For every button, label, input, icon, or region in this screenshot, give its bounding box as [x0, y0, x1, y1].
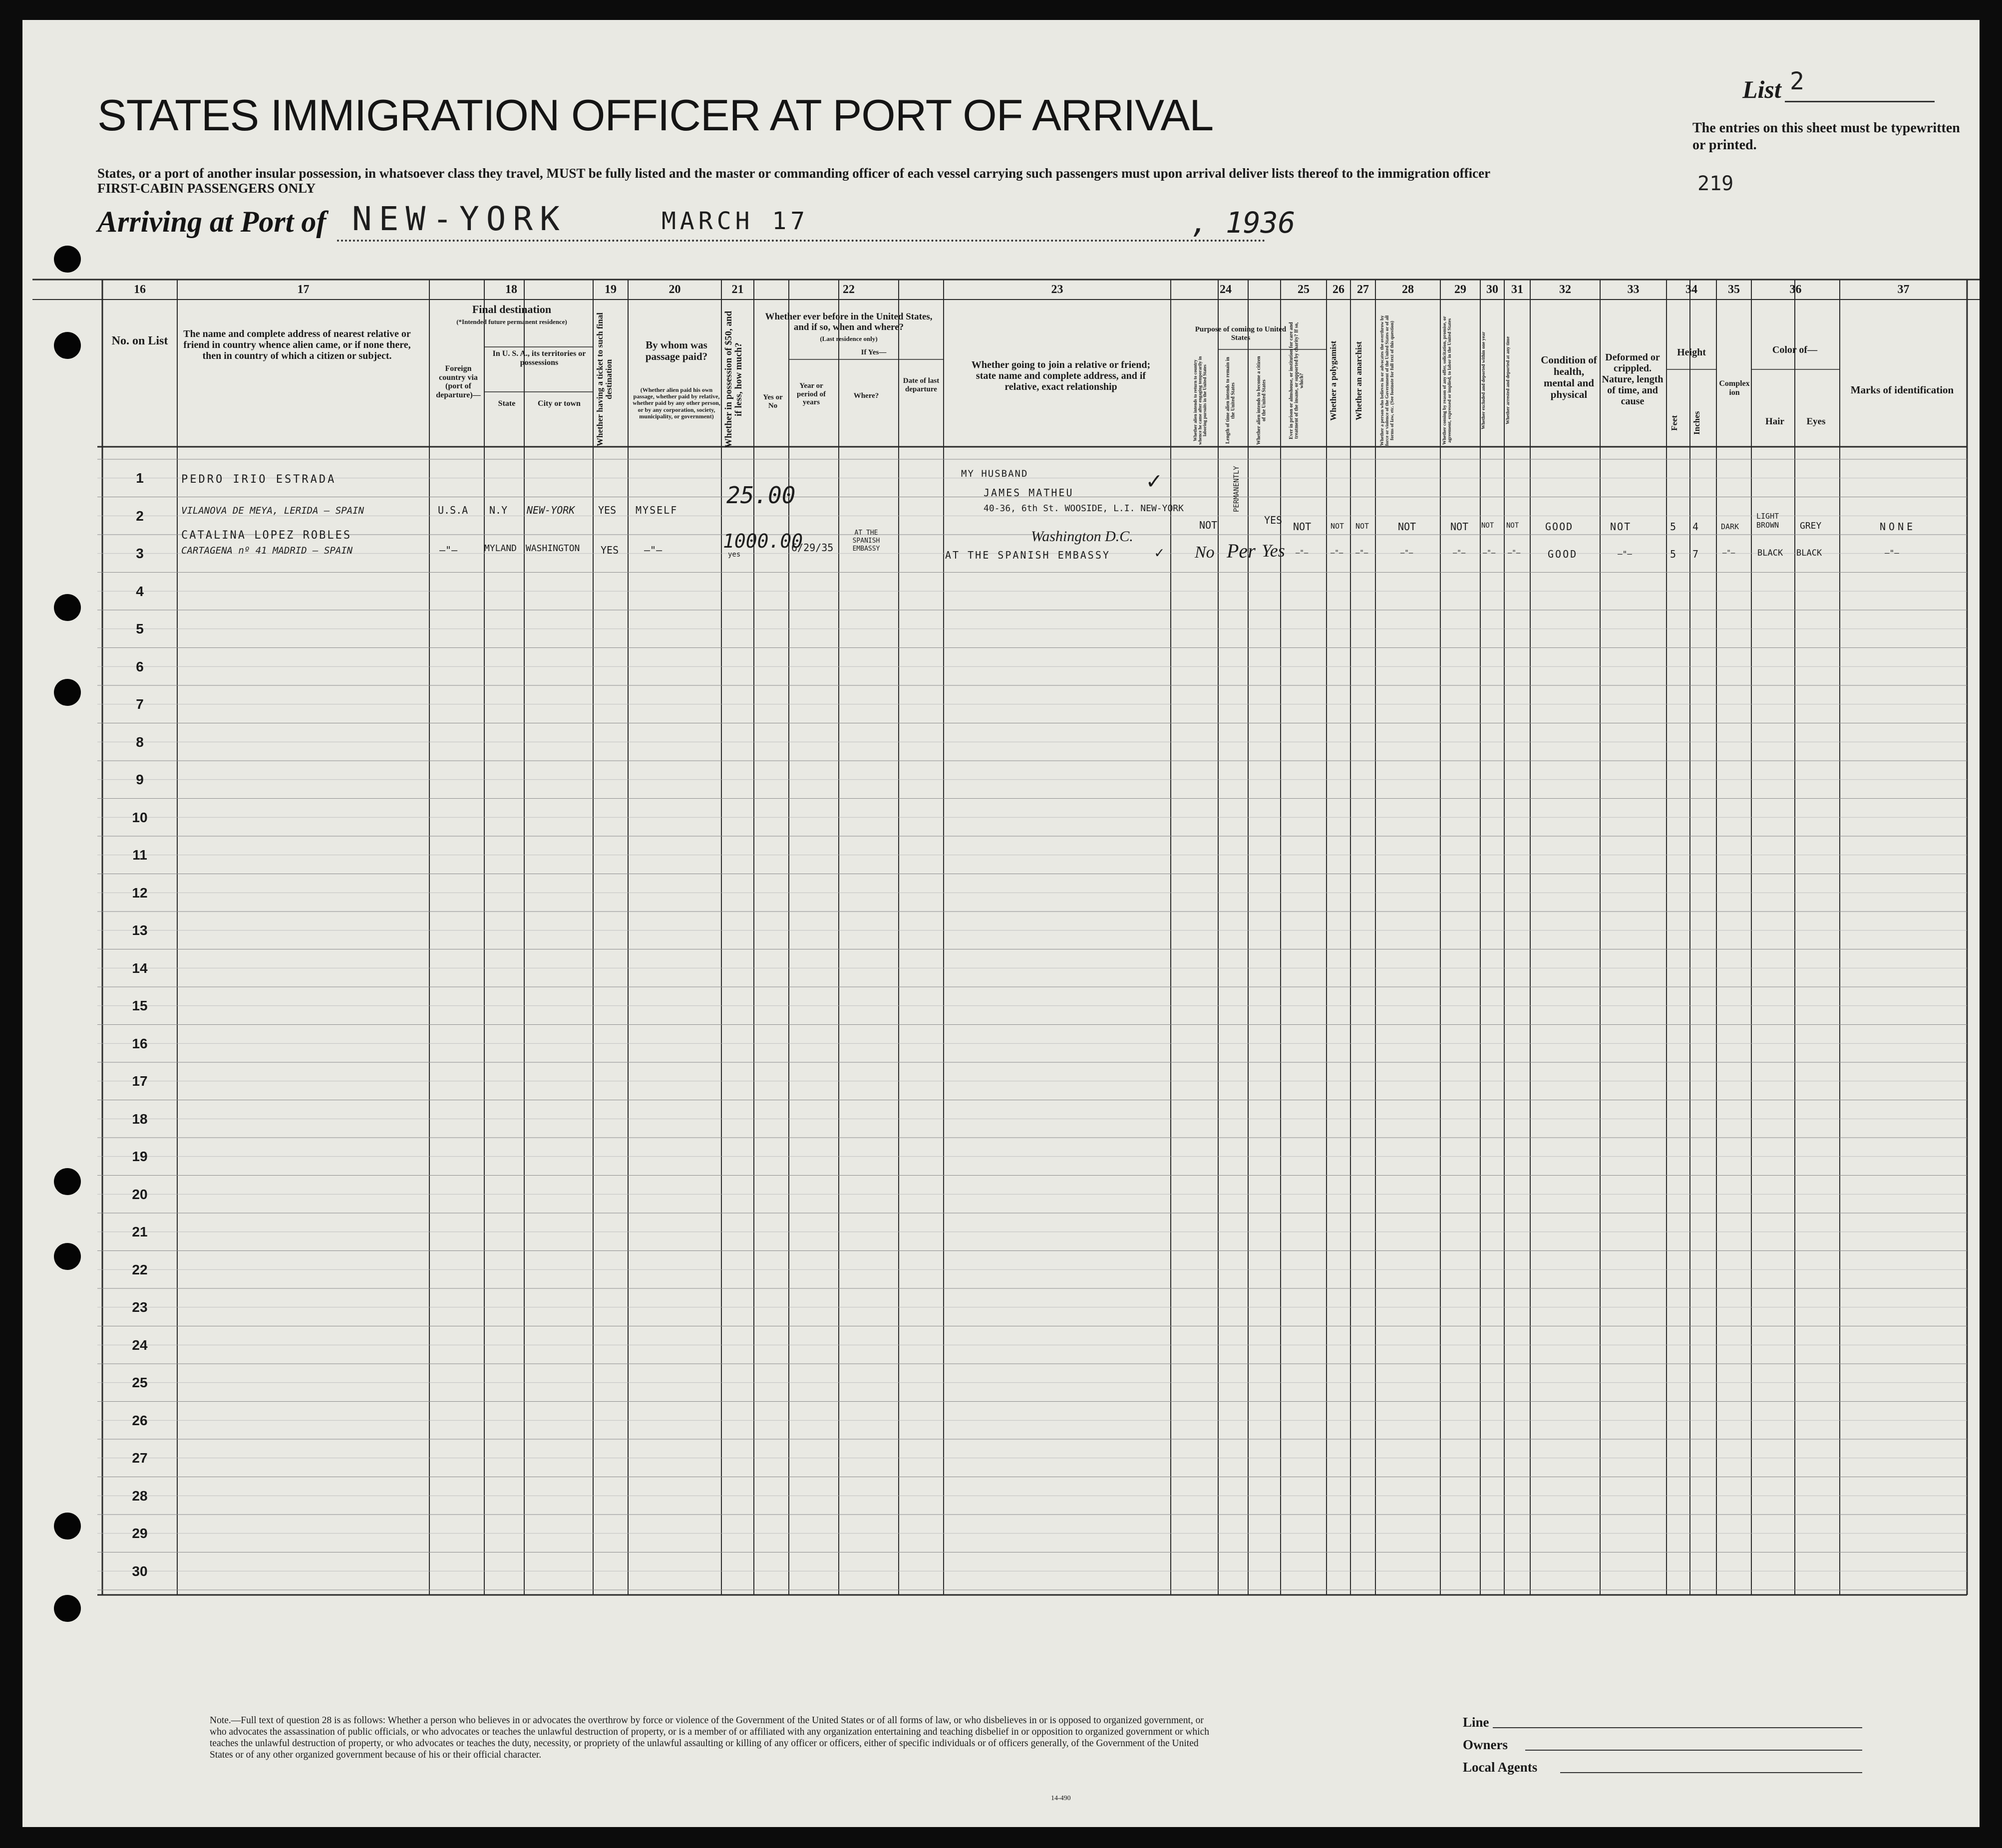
- column-number-32: 32: [1559, 283, 1571, 296]
- port-value: NEW-YORK: [352, 200, 567, 238]
- p1-checkmark: ✓: [1147, 467, 1161, 495]
- p2-relative-address: CARTAGENA nº 41 MADRID — SPAIN: [181, 545, 353, 556]
- header-year-period: Year or period of years: [797, 382, 826, 406]
- p1-complexion: DARK: [1721, 522, 1739, 531]
- p1-deformed: NOT: [1610, 521, 1632, 533]
- p2-eyes: BLACK: [1796, 548, 1822, 558]
- header-final-destination-sub: (*Intended future permanent residence): [456, 318, 567, 325]
- column-number-24: 24: [1220, 283, 1232, 296]
- header-paid-by: By whom was passage paid?: [645, 339, 708, 363]
- p1-ticket: YES: [598, 504, 617, 516]
- p2-money-note: yes: [728, 551, 741, 559]
- p2-marks: —"—: [1885, 548, 1899, 558]
- p2-prison: —"—: [1296, 549, 1309, 557]
- header-ticket: Whether having a ticket to such final destination: [595, 312, 614, 446]
- p1-relative-address: VILANOVA DE MEYA, LERIDA — SPAIN: [181, 505, 364, 516]
- row-number-8: 8: [136, 734, 144, 750]
- column-number-37: 37: [1897, 283, 1910, 296]
- p2-become-citizen: Yes: [1262, 541, 1285, 561]
- p1-foreign-via: U.S.A: [438, 504, 468, 516]
- p2-city: WASHINGTON: [526, 543, 580, 554]
- binder-hole: [54, 594, 81, 621]
- header-last-departure: Date of last departure: [903, 377, 940, 393]
- local-agents-label: Local Agents: [1463, 1760, 1538, 1775]
- header-where: Where?: [853, 392, 879, 400]
- row-number-2: 2: [136, 508, 144, 524]
- row-number-14: 14: [132, 960, 148, 976]
- row-number-27: 27: [132, 1450, 148, 1466]
- p2-year-period: 6/29/35: [791, 542, 834, 554]
- p2-anarchist: —"—: [1355, 549, 1368, 557]
- p1-state: N.Y: [489, 504, 508, 516]
- p2-inches: 7: [1692, 548, 1699, 560]
- p1-polygamist: NOT: [1331, 522, 1344, 531]
- row-number-1: 1: [136, 470, 144, 486]
- column-number-34: 34: [1685, 283, 1697, 296]
- header-yes-no: Yes or No: [763, 393, 783, 410]
- p1-health: GOOD: [1545, 521, 1574, 533]
- p2-hair: BLACK: [1757, 548, 1783, 558]
- column-number-23: 23: [1051, 283, 1063, 296]
- binder-hole: [54, 332, 81, 359]
- p1-joining-1: MY HUSBAND: [961, 468, 1028, 479]
- row-number-19: 19: [132, 1149, 148, 1164]
- p2-where: AT THE SPANISH EMBASSY: [852, 529, 880, 553]
- p1-joining-3: 40-36, 6th St. WOOSIDE, L.I. NEW-YORK: [984, 503, 1184, 514]
- p2-paid-by: —"—: [644, 544, 663, 556]
- row-number-18: 18: [132, 1111, 148, 1127]
- row-number-20: 20: [132, 1186, 148, 1202]
- p2-feet: 5: [1670, 548, 1676, 560]
- row-number-21: 21: [132, 1224, 148, 1239]
- header-no-on-list: No. on List: [111, 334, 168, 347]
- row-number-25: 25: [132, 1375, 148, 1390]
- p2-intends-return: No: [1195, 543, 1215, 562]
- footnote-question-28: Note.—Full text of question 28 is as follows: Whether a person who believes in or advocates the overthrow by force or violence of the Government of the United States or of all forms of law, or who disbelieves in or is opposed to organized government, or who advocates the assassination of public officials, or who advocates or teaches the unlawful destruction of property, or is a member of or affiliated with any organization entertaining and teaching disbelief in or opposition to organized government or which teaches the unlawful destruction of property, or who advocates or teaches the duty, necessity, or propriety of the unlawful assaulting or killing of any officer or officers, either of specific individuals or of officers generally, of the Government of the United States or of any other organized government because of his or their official character.: [210, 1715, 1209, 1760]
- p1-city: NEW-YORK: [527, 504, 575, 516]
- p1-prison: NOT: [1293, 521, 1312, 533]
- header-anarchist: Whether an anarchist: [1354, 341, 1363, 420]
- manifest-sheet: [22, 20, 1980, 1827]
- row-number-23: 23: [132, 1299, 148, 1315]
- p1-offer: NOT: [1450, 521, 1469, 533]
- header-excluded: Whether excluded and deported within one year: [1481, 331, 1486, 430]
- p1-anarchist: NOT: [1355, 522, 1369, 531]
- header-offer: Whether coming by reason of any offer, solicitation, promise, or agreement, expressed or implied, to labor in the United States: [1442, 316, 1452, 445]
- header-feet: Feet: [1669, 415, 1679, 431]
- header-paid-by-sub: (Whether alien paid his own passage, whether paid by relative, whether paid by any other person, or by any corporation, society, municipality, or government): [633, 386, 720, 420]
- column-number-26: 26: [1333, 283, 1344, 296]
- p1-feet: 5: [1670, 521, 1676, 533]
- header-in-usa: In U. S. A., its territories or possessions: [492, 349, 586, 367]
- p2-polygamist: —"—: [1331, 549, 1343, 557]
- header-instructions: States, or a port of another insular possession, in whatsoever class they travel, MUST be fully listed and the master or commanding officer of each vessel carrying such passengers must upon arrival deliver lists thereof to the immigration officer: [97, 166, 1491, 181]
- header-money: Whether in possession of $50, and if less, how much?: [723, 310, 744, 448]
- p2-length-stay: Per: [1227, 540, 1256, 562]
- list-number: 2: [1790, 67, 1804, 95]
- row-number-15: 15: [132, 998, 148, 1013]
- column-number-30: 30: [1486, 283, 1498, 296]
- header-inches: Inches: [1692, 411, 1701, 435]
- arrival-year: , 1936: [1191, 206, 1296, 240]
- column-number-19: 19: [605, 283, 617, 296]
- p2-joining-1: Washington D.C.: [1031, 528, 1133, 545]
- p1-marks: NONE: [1880, 521, 1916, 533]
- row-number-7: 7: [136, 696, 144, 712]
- p2-relative-name: CATALINA LOPEZ ROBLES: [181, 529, 352, 542]
- header-height: Height: [1677, 347, 1706, 358]
- header-final-destination: Final destination: [472, 303, 552, 315]
- row-number-17: 17: [132, 1073, 148, 1089]
- header-relative: The name and complete address of nearest relative or friend in country whence alien came, or if none there, then in country of which a citizen or subject.: [183, 328, 411, 361]
- owners-label: Owners: [1463, 1737, 1508, 1752]
- header-class-note: FIRST-CABIN PASSENGERS ONLY: [97, 181, 316, 196]
- p1-arrested: NOT: [1506, 522, 1519, 530]
- p2-offer: —"—: [1453, 549, 1466, 557]
- form-number: 14-490: [1051, 1795, 1071, 1802]
- header-hair: Hair: [1765, 416, 1784, 427]
- row-number-26: 26: [132, 1412, 148, 1428]
- p2-deformed: —"—: [1618, 549, 1632, 559]
- p2-health: GOOD: [1548, 548, 1578, 560]
- p1-hair: LIGHT BROWN: [1756, 512, 1779, 530]
- entries-note: The entries on this sheet must be typewritten or printed.: [1692, 120, 1960, 153]
- page-title: STATES IMMIGRATION OFFICER AT PORT OF ARRIVAL: [97, 90, 1214, 140]
- p1-inches: 4: [1692, 521, 1699, 533]
- p1-intends-return: NOT: [1199, 519, 1218, 531]
- column-number-33: 33: [1627, 283, 1640, 296]
- header-if-yes: If Yes—: [861, 348, 887, 356]
- p2-arrested: —"—: [1508, 549, 1521, 557]
- header-advocates: Whether a person who believes in or advocates the overthrow by force or violence of the Government of the United States or of all forms of law, etc. (See footnote for full text of this question): [1380, 315, 1395, 446]
- column-number-18: 18: [505, 283, 517, 296]
- stamp-number: 219: [1697, 172, 1734, 195]
- header-purpose: Purpose of coming to United States: [1195, 325, 1287, 342]
- line-label: Line: [1463, 1715, 1489, 1730]
- column-number-16: 16: [134, 283, 146, 296]
- row-number-29: 29: [132, 1526, 148, 1541]
- header-ever-before-sub: (Last residence only): [820, 335, 878, 342]
- arriving-label: Arriving at Port of: [97, 205, 327, 238]
- p1-joining-2: JAMES MATHEU: [984, 487, 1074, 499]
- binder-hole: [54, 1513, 81, 1540]
- header-foreign-via: Foreign country via (port of departure)—: [436, 364, 481, 399]
- local-agents-field: [1560, 1772, 1862, 1773]
- p2-foreign-via: —"—: [439, 544, 458, 556]
- header-arrested: Whether arrested and deported at any time: [1506, 336, 1511, 425]
- p2-checkmark: ✓: [1155, 544, 1164, 562]
- p2-advocates: —"—: [1400, 549, 1413, 557]
- header-marks: Marks of identification: [1850, 384, 1954, 396]
- header-complexion: Complexion: [1719, 379, 1750, 397]
- row-number-11: 11: [132, 847, 147, 863]
- column-number-29: 29: [1454, 283, 1466, 296]
- row-number-30: 30: [132, 1563, 148, 1579]
- p2-money: 1000.00: [723, 530, 803, 552]
- column-number-17: 17: [297, 283, 310, 296]
- p1-relative-name: PEDRO IRIO ESTRADA: [181, 473, 336, 486]
- p1-paid-by: MYSELF: [636, 504, 678, 516]
- header-polygamist: Whether a polygamist: [1329, 340, 1338, 421]
- row-number-3: 3: [136, 546, 144, 561]
- row-number-22: 22: [132, 1261, 148, 1277]
- p1-become-citizen: YES: [1264, 514, 1283, 526]
- row-number-28: 28: [132, 1488, 148, 1504]
- p2-joining-2: AT THE SPANISH EMBASSY: [945, 549, 1110, 561]
- column-number-22: 22: [843, 283, 855, 296]
- column-number-20: 20: [668, 283, 681, 296]
- row-number-4: 4: [136, 583, 144, 599]
- p2-state: MYLAND: [484, 543, 517, 554]
- header-joining: Whether going to join a relative or friend; state name and complete address, and if relative, exact relationship: [971, 359, 1151, 392]
- arrival-date: MARCH 17: [662, 207, 809, 235]
- header-eyes: Eyes: [1806, 416, 1826, 427]
- p1-advocates: NOT: [1398, 521, 1416, 533]
- header-length-stay: Length of time alien intends to remain in the United States: [1225, 357, 1236, 444]
- row-number-5: 5: [136, 621, 144, 636]
- binder-hole: [54, 1168, 81, 1195]
- row-number-24: 24: [132, 1337, 148, 1353]
- column-number-27: 27: [1357, 283, 1369, 296]
- row-number-12: 12: [132, 885, 148, 901]
- p1-excluded: NOT: [1481, 522, 1494, 530]
- binder-hole: [54, 246, 81, 273]
- header-deformed: Deformed or crippled. Nature, length of time, and cause: [1602, 352, 1664, 407]
- p2-complexion: —"—: [1722, 549, 1735, 557]
- row-number-10: 10: [132, 809, 148, 825]
- column-number-36: 36: [1789, 283, 1802, 296]
- header-intends-return: Whether alien intends to return to country whence he came after engaging temporarily in laboring pursuits in the United States: [1193, 356, 1207, 445]
- row-number-16: 16: [132, 1035, 148, 1051]
- binder-hole: [54, 679, 81, 706]
- row-number-9: 9: [136, 772, 144, 787]
- header-prison: Ever in prison or almshouse, or institution for care and treatment of the insane, or supported by charity? If so, which?: [1289, 322, 1305, 439]
- p1-money: 25.00: [726, 482, 796, 509]
- p1-length-stay: PERMANENTLY: [1233, 466, 1241, 513]
- column-number-21: 21: [731, 283, 744, 296]
- row-number-6: 6: [136, 658, 144, 674]
- binder-hole: [54, 1243, 81, 1270]
- header-color-of: Color of—: [1772, 344, 1818, 355]
- column-number-25: 25: [1298, 283, 1310, 296]
- header-ever-before: Whether ever before in the United States, and if so, when and where?: [765, 311, 933, 332]
- header-health: Condition of health, mental and physical: [1541, 354, 1597, 401]
- header-become-citizen: Whether alien intends to become a citizen of the United States: [1256, 356, 1267, 445]
- column-number-35: 35: [1728, 283, 1740, 296]
- binder-hole: [54, 1595, 81, 1622]
- list-label: List: [1742, 75, 1781, 103]
- p2-excluded: —"—: [1483, 549, 1496, 557]
- column-number-31: 31: [1511, 283, 1523, 296]
- header-state: State: [498, 399, 516, 408]
- line-field: [1493, 1727, 1862, 1728]
- owners-field: [1525, 1750, 1862, 1751]
- column-number-28: 28: [1402, 283, 1414, 296]
- header-city: City or town: [538, 399, 581, 408]
- p1-eyes: GREY: [1800, 521, 1822, 531]
- row-number-13: 13: [132, 923, 148, 938]
- p2-ticket: YES: [601, 544, 619, 556]
